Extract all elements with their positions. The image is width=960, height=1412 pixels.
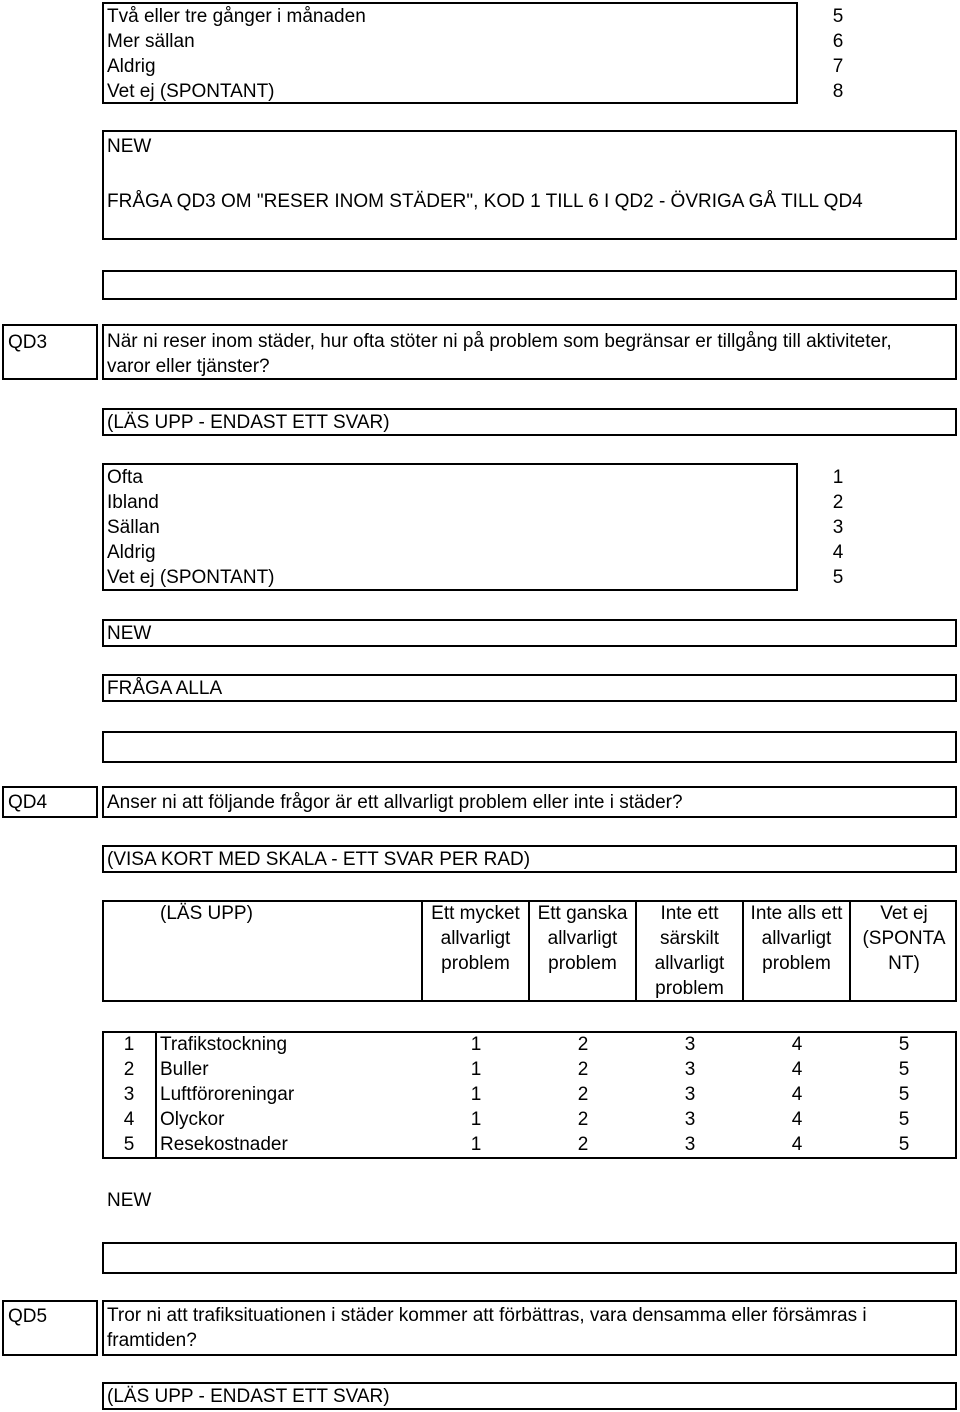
question-text: När ni reser inom städer, hur ofta stöter ni på problem som begränsar er tillgång till aktiviteter, xyxy=(107,331,892,352)
column-header-line: problem xyxy=(762,953,831,974)
column-header-line: allvarligt xyxy=(654,953,725,974)
answer-code: 3 xyxy=(684,1084,696,1105)
column-header xyxy=(530,901,635,976)
column-header xyxy=(744,901,849,976)
answer-code: 4 xyxy=(791,1034,803,1055)
routing-box-qd4 xyxy=(102,674,957,702)
option-label: Sällan xyxy=(107,517,160,538)
question-text: Tror ni att trafiksituationen i städer kommer att förbättras, vara densamma eller försämras i xyxy=(107,1305,867,1326)
option-label: Ofta xyxy=(107,467,143,488)
question-id: QD5 xyxy=(8,1306,48,1327)
question-text: Anser ni att följande frågor är ett allvarligt problem eller inte i städer? xyxy=(107,792,683,813)
new-marker: NEW xyxy=(107,623,152,644)
answer-code: 1 xyxy=(470,1059,482,1080)
question-text: varor eller tjänster? xyxy=(107,356,270,377)
row-number: 3 xyxy=(123,1084,135,1105)
option-code: 5 xyxy=(832,6,844,27)
answer-code: 3 xyxy=(684,1059,696,1080)
option-code: 1 xyxy=(832,467,844,488)
routing-instruction: FRÅGA ALLA xyxy=(107,678,223,699)
option-code: 6 xyxy=(832,31,844,52)
option-code: 5 xyxy=(832,567,844,588)
question-id: QD3 xyxy=(8,332,48,353)
read-aloud-label: (LÄS UPP) xyxy=(160,903,253,924)
column-header-line: problem xyxy=(655,978,724,999)
option-code: 3 xyxy=(832,517,844,538)
answer-code: 2 xyxy=(577,1134,589,1155)
column-header-line: Inte alls ett xyxy=(750,903,843,924)
new-box xyxy=(102,619,957,647)
question-text: framtiden? xyxy=(107,1330,197,1351)
option-label: Mer sällan xyxy=(107,31,195,52)
answer-code: 5 xyxy=(898,1134,910,1155)
routing-box-qd3 xyxy=(102,130,957,240)
column-header xyxy=(851,901,957,976)
column-header-line: problem xyxy=(548,953,617,974)
answer-code: 5 xyxy=(898,1034,910,1055)
row-number: 1 xyxy=(123,1034,135,1055)
answer-code: 1 xyxy=(470,1134,482,1155)
column-header-line: särskilt xyxy=(659,928,720,949)
column-header-line: allvarligt xyxy=(440,928,511,949)
answer-code: 3 xyxy=(684,1034,696,1055)
column-header xyxy=(423,901,528,976)
option-label: Aldrig xyxy=(107,542,156,563)
instruction: (VISA KORT MED SKALA - ETT SVAR PER RAD) xyxy=(107,849,531,870)
answer-code: 4 xyxy=(791,1059,803,1080)
grid-divider xyxy=(155,1031,157,1159)
answer-code: 1 xyxy=(470,1034,482,1055)
option-code: 4 xyxy=(832,542,844,563)
empty-strip xyxy=(102,1242,957,1274)
row-label: Luftföroreningar xyxy=(160,1084,295,1105)
instruction: (LÄS UPP - ENDAST ETT SVAR) xyxy=(107,1386,390,1407)
routing-instruction: FRÅGA QD3 OM "RESER INOM STÄDER", KOD 1 TILL 6 I QD2 - ÖVRIGA GÅ TILL QD4 xyxy=(107,191,863,212)
option-label: Ibland xyxy=(107,492,159,513)
row-number: 4 xyxy=(123,1109,135,1130)
answer-code: 2 xyxy=(577,1084,589,1105)
answer-code: 5 xyxy=(898,1084,910,1105)
answer-code: 2 xyxy=(577,1059,589,1080)
column-header xyxy=(637,901,742,1001)
row-label: Buller xyxy=(160,1059,209,1080)
column-header-line: allvarligt xyxy=(761,928,832,949)
option-code: 2 xyxy=(832,492,844,513)
empty-strip xyxy=(102,731,957,763)
option-label: Vet ej (SPONTANT) xyxy=(107,81,275,102)
answer-code: 3 xyxy=(684,1109,696,1130)
option-label: Vet ej (SPONTANT) xyxy=(107,567,275,588)
answer-code: 2 xyxy=(577,1034,589,1055)
row-number: 5 xyxy=(123,1134,135,1155)
column-header-line: (SPONTA xyxy=(862,928,946,949)
column-header-line: allvarligt xyxy=(547,928,618,949)
answer-code: 3 xyxy=(684,1134,696,1155)
new-marker: NEW xyxy=(107,136,152,157)
option-label: Aldrig xyxy=(107,56,156,77)
answer-code: 4 xyxy=(791,1109,803,1130)
option-code: 7 xyxy=(832,56,844,77)
question-id: QD4 xyxy=(8,792,48,813)
instruction: (LÄS UPP - ENDAST ETT SVAR) xyxy=(107,412,390,433)
row-label: Olyckor xyxy=(160,1109,225,1130)
answer-code: 4 xyxy=(791,1084,803,1105)
answer-code: 4 xyxy=(791,1134,803,1155)
column-header-line: Vet ej xyxy=(880,903,928,924)
column-header-line: Ett ganska xyxy=(537,903,628,924)
answer-code: 1 xyxy=(470,1109,482,1130)
row-label: Resekostnader xyxy=(160,1134,288,1155)
column-header-line: Ett mycket xyxy=(431,903,520,924)
answer-code: 2 xyxy=(577,1109,589,1130)
option-code: 8 xyxy=(832,81,844,102)
column-header-line: Inte ett xyxy=(660,903,719,924)
row-number: 2 xyxy=(123,1059,135,1080)
row-label: Trafikstockning xyxy=(160,1034,288,1055)
new-marker: NEW xyxy=(107,1190,152,1211)
column-header-line: NT) xyxy=(888,953,920,974)
answer-code: 5 xyxy=(898,1109,910,1130)
answer-code: 1 xyxy=(470,1084,482,1105)
column-header-line: problem xyxy=(441,953,510,974)
empty-strip xyxy=(102,270,957,300)
option-label: Två eller tre gånger i månaden xyxy=(107,6,366,27)
answer-code: 5 xyxy=(898,1059,910,1080)
